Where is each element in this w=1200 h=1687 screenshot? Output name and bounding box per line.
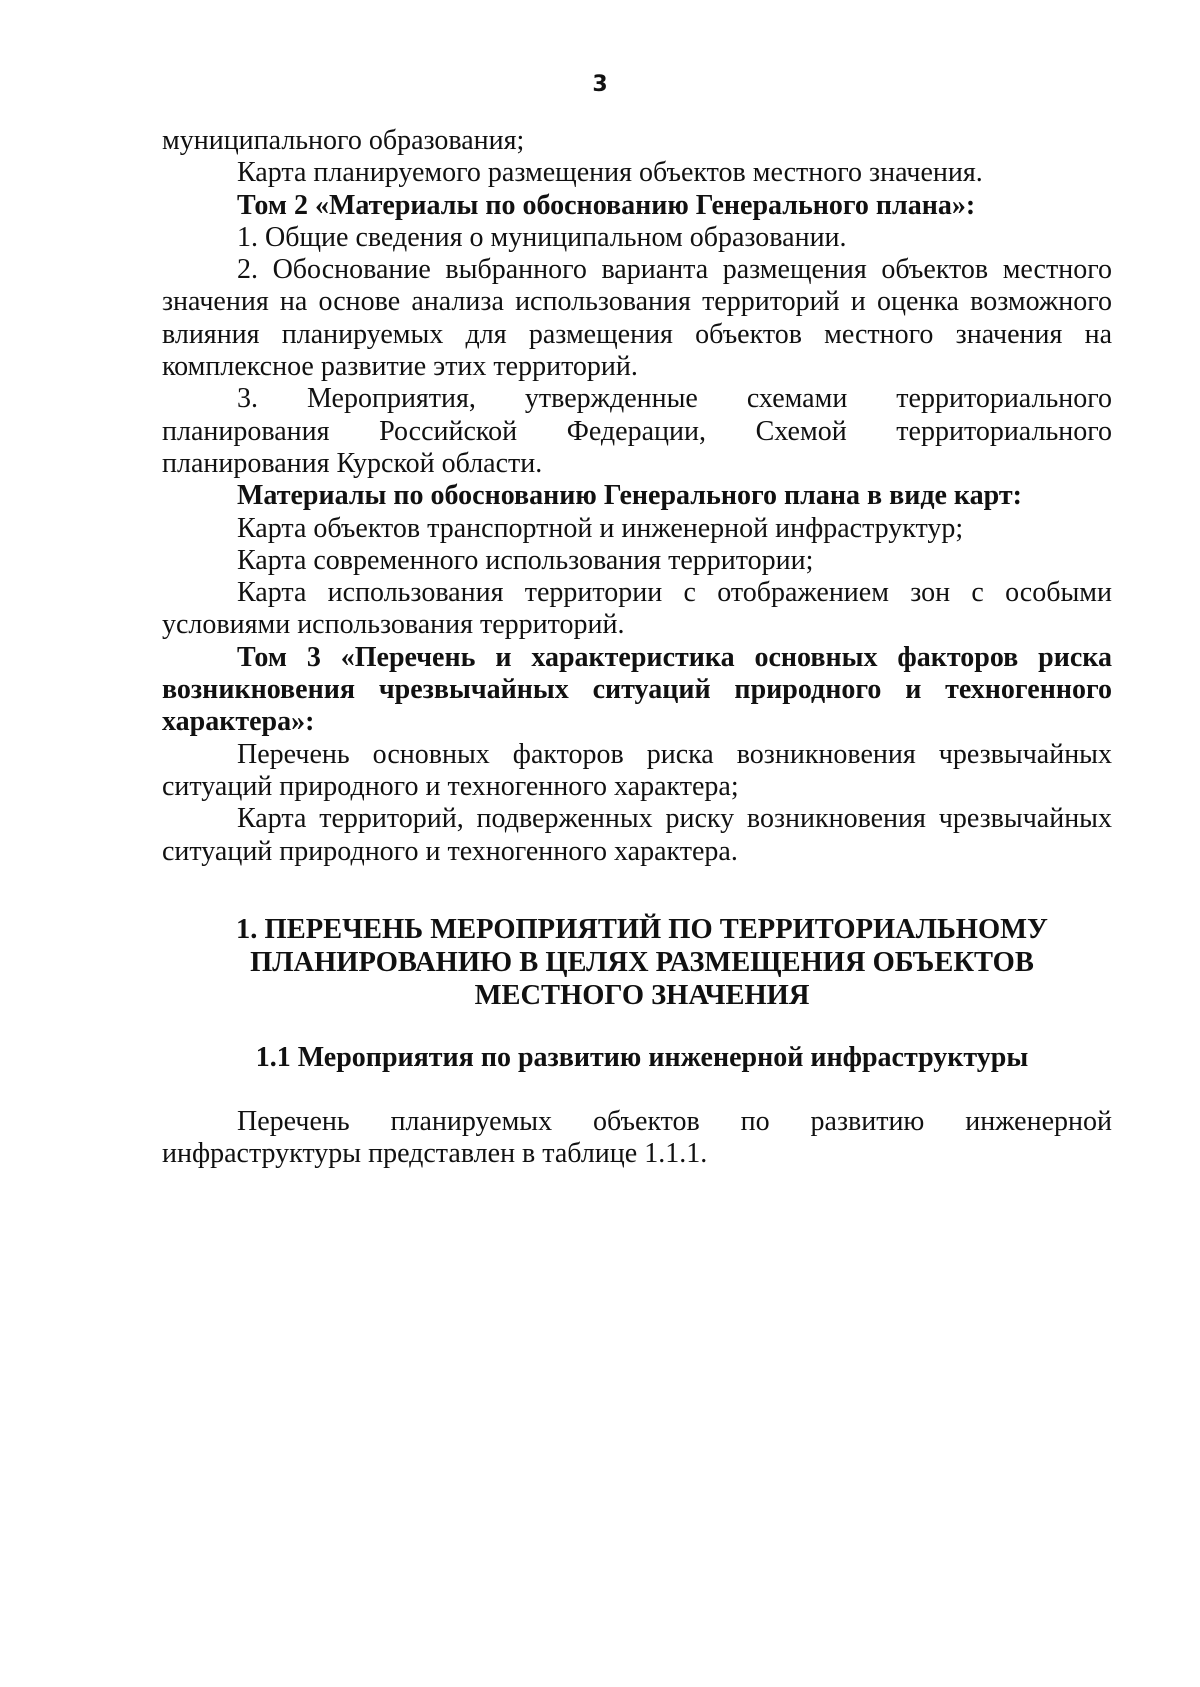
paragraph: муниципального образования; [162,125,525,156]
paragraph: Карта планируемого размещения объектов местного значения. [237,157,983,189]
volume-2-heading: Том 2 «Материалы по обоснованию Генерального плана»: [237,189,976,221]
paragraph: Перечень планируемых объектов по развитию инженерной инфраструктуры представлен в таблице 1.1.1. [162,1106,1112,1170]
list-item: Карта использования территории с отображением зон с особыми условиями использования территорий. [162,577,1112,641]
list-item: 1. Общие сведения о муниципальном образовании. [237,221,847,253]
list-item: Карта современного использования территории; [237,544,814,576]
section-heading-line: МЕСТНОГО ЗНАЧЕНИЯ [474,979,810,1011]
page-number: 3 [592,72,608,97]
maps-heading: Материалы по обоснованию Генерального плана в виде карт: [237,480,1022,512]
list-item: Карта территорий, подверженных риску возникновения чрезвычайных ситуаций природного и техногенного характера. [162,803,1112,867]
subsection-heading: 1.1 Мероприятия по развитию инженерной инфраструктуры [255,1041,1029,1073]
list-item: 2. Обоснование выбранного варианта размещения объектов местного значения на основе анализа использования территорий и оценка возможного влияния планируемых для размещения объектов местного значения на комплексное развитие этих территорий. [162,254,1112,383]
volume-3-heading: Том 3 «Перечень и характеристика основных факторов риска возникновения чрезвычайных ситуаций природного и техногенного характера»: [162,641,1112,738]
section-heading [162,913,1112,1012]
list-item: Карта объектов транспортной и инженерной инфраструктур; [237,512,964,544]
document-body [162,125,1112,1171]
list-item: 3. Мероприятия, утвержденные схемами территориального планирования Российской Федерации, Схемой территориального планирования Курской области. [162,383,1112,479]
list-item: Перечень основных факторов риска возникновения чрезвычайных ситуаций природного и техногенного характера; [162,738,1112,802]
section-heading-line: 1. ПЕРЕЧЕНЬ МЕРОПРИЯТИЙ ПО ТЕРРИТОРИАЛЬНОМУ [236,913,1048,945]
section-heading-line: ПЛАНИРОВАНИЮ В ЦЕЛЯХ РАЗМЕЩЕНИЯ ОБЪЕКТОВ [250,946,1034,978]
